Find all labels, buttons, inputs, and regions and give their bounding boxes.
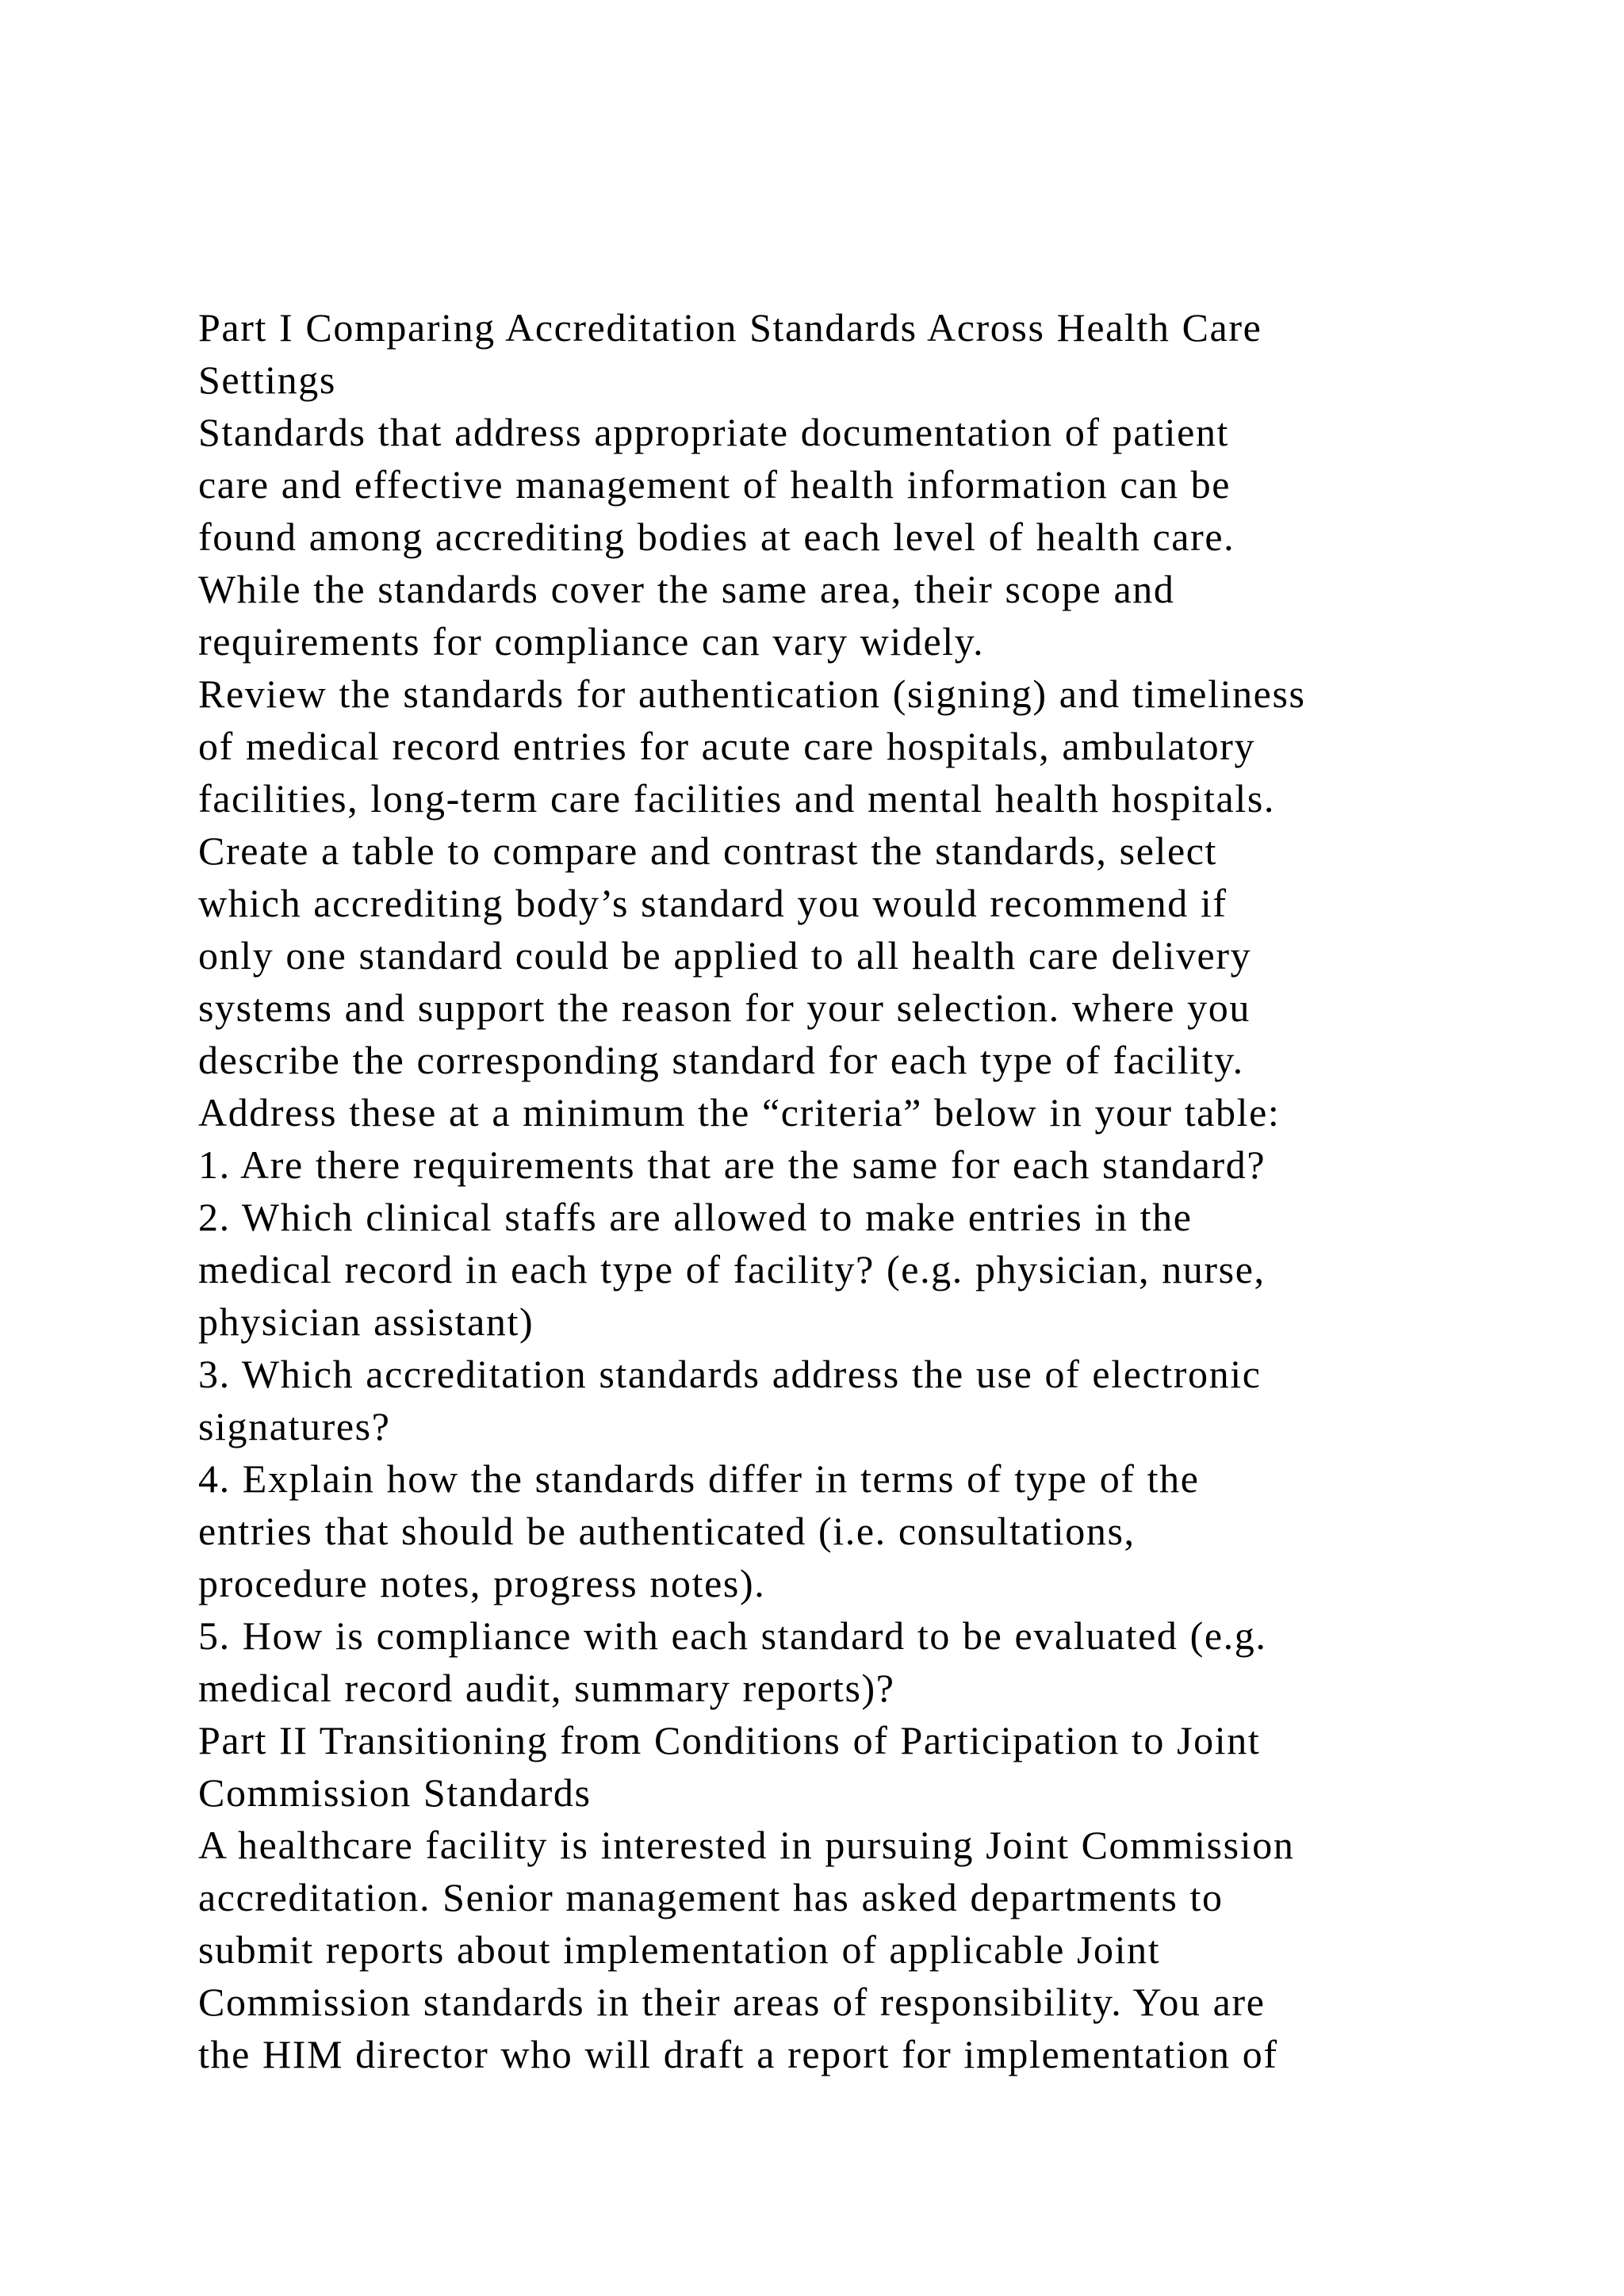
part-one-heading-line-1: Part I Comparing Accreditation Standards Across Health Care <box>198 305 1262 350</box>
instructions-paragraph-line: describe the corresponding standard for each type of facility. <box>198 1038 1244 1082</box>
instructions-paragraph-line: Review the standards for authentication (signing) and timeliness <box>198 672 1306 716</box>
criteria-item-2-line: physician assistant) <box>198 1299 534 1344</box>
part-two-paragraph-line: submit reports about implementation of applicable Joint <box>198 1927 1161 1972</box>
instructions-paragraph-line: Create a table to compare and contrast the standards, select <box>198 828 1218 873</box>
part-two-paragraph-line: accreditation. Senior management has asked departments to <box>198 1875 1224 1919</box>
criteria-item-4-line: 4. Explain how the standards differ in terms of type of the <box>198 1456 1200 1501</box>
criteria-item-4-line: procedure notes, progress notes). <box>198 1561 766 1605</box>
instructions-paragraph-line: which accrediting body’s standard you would recommend if <box>198 881 1228 925</box>
intro-paragraph-line: care and effective management of health information can be <box>198 462 1231 507</box>
document-body <box>198 301 1467 2080</box>
criteria-item-1: 1. Are there requirements that are the same for each standard? <box>198 1142 1266 1187</box>
criteria-item-2-line: medical record in each type of facility? (e.g. physician, nurse, <box>198 1247 1266 1292</box>
part-two-heading-line-1: Part II Transitioning from Conditions of Participation to Joint <box>198 1718 1261 1762</box>
intro-paragraph-line: requirements for compliance can vary widely. <box>198 619 985 664</box>
instructions-paragraph-line: systems and support the reason for your selection. where you <box>198 985 1251 1030</box>
instructions-paragraph-line: facilities, long-term care facilities and mental health hospitals. <box>198 776 1275 821</box>
intro-paragraph-line: found among accrediting bodies at each level of health care. <box>198 515 1235 559</box>
part-two-paragraph-line: the HIM director who will draft a report for implementation of <box>198 2032 1278 2076</box>
criteria-item-5-line: medical record audit, summary reports)? <box>198 1666 895 1710</box>
criteria-item-5-line: 5. How is compliance with each standard to be evaluated (e.g. <box>198 1613 1267 1658</box>
part-one-heading-line-2: Settings <box>198 358 336 402</box>
instructions-paragraph-line: of medical record entries for acute care hospitals, ambulatory <box>198 724 1256 768</box>
part-two-paragraph-line: Commission standards in their areas of responsibility. You are <box>198 1980 1266 2024</box>
criteria-item-2-line: 2. Which clinical staffs are allowed to make entries in the <box>198 1195 1193 1239</box>
criteria-intro-line: Address these at a minimum the “criteria” below in your table: <box>198 1090 1281 1135</box>
part-two-heading-line-2: Commission Standards <box>198 1770 592 1815</box>
criteria-item-3-line: signatures? <box>198 1404 391 1448</box>
intro-paragraph-line: While the standards cover the same area, their scope and <box>198 567 1175 611</box>
criteria-item-4-line: entries that should be authenticated (i.e. consultations, <box>198 1509 1136 1553</box>
criteria-item-3-line: 3. Which accreditation standards address the use of electronic <box>198 1352 1262 1396</box>
intro-paragraph-line: Standards that address appropriate documentation of patient <box>198 410 1230 454</box>
part-two-paragraph-line: A healthcare facility is interested in pursuing Joint Commission <box>198 1823 1295 1867</box>
instructions-paragraph-line: only one standard could be applied to all health care delivery <box>198 933 1252 978</box>
